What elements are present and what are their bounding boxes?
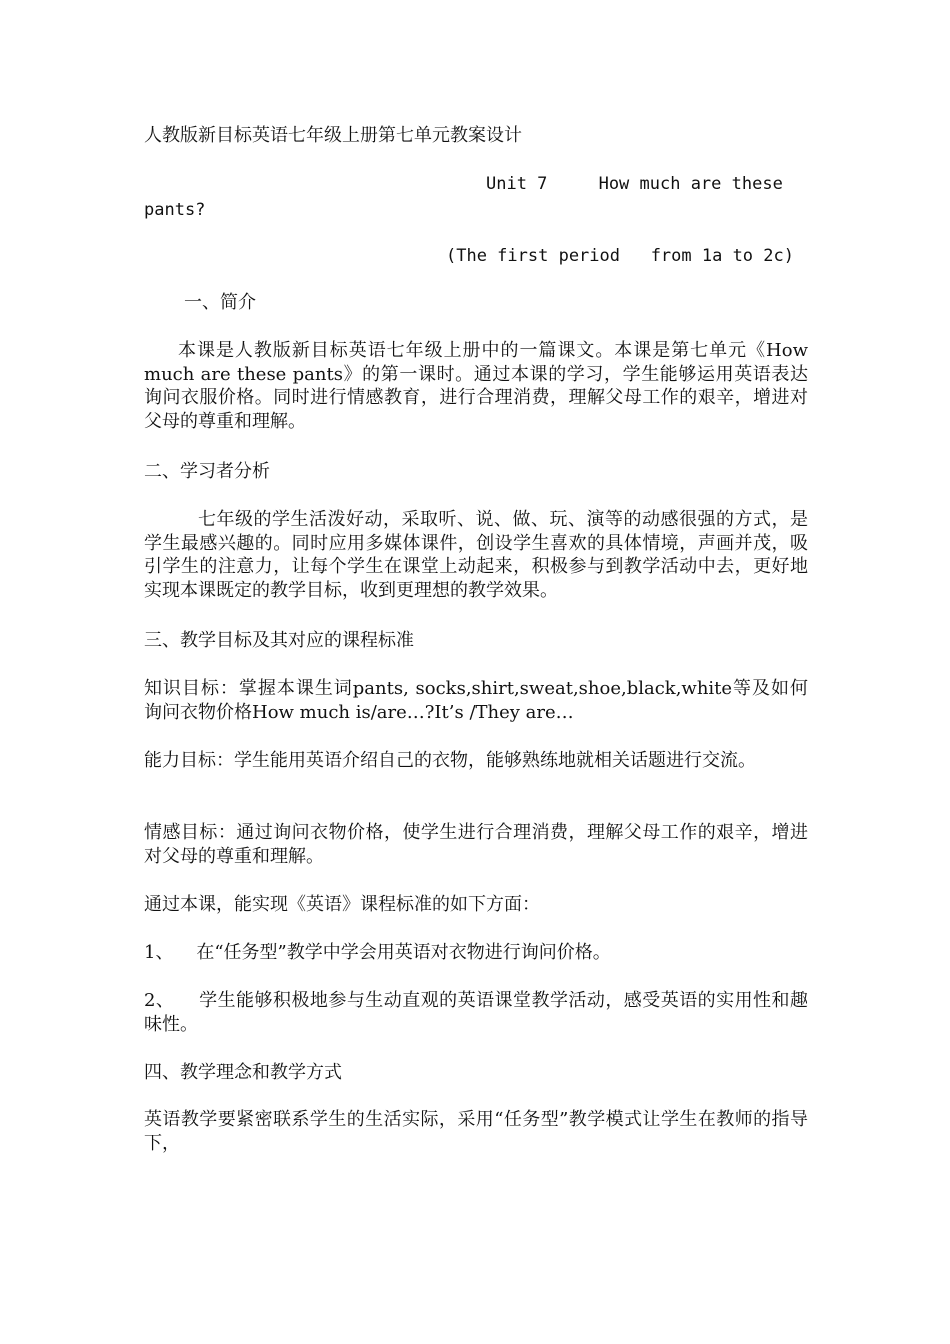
section-2-body: 七年级的学生活泼好动，采取听、说、做、玩、演等的动感很强的方式，是学生最感兴趣的。同时应用多媒体课件，创设学生喜欢的具体情境，声画并茂，吸引学生的注意力，让每个学生在课堂上动起来，积极参与到教学活动中去，更好地实现本课既定的教学目标，收到更理想的教学效果。 (144, 509, 808, 601)
standard-item-1: 1、 在“任务型”教学中学会用英语对衣物进行询问价格。 (144, 942, 611, 963)
section-4-body: 英语教学要紧密联系学生的生活实际，采用“任务型”教学模式让学生在教师的指导下， (144, 1109, 808, 1154)
section-2-heading: 二、学习者分析 (144, 461, 270, 482)
period-line: (The first period from 1a to 2c) (446, 246, 794, 266)
section-4-heading: 四、教学理念和教学方式 (144, 1062, 342, 1083)
unit-title-line-2: pants? (144, 200, 206, 220)
document-title: 人教版新目标英语七年级上册第七单元教案设计 (144, 125, 522, 146)
section-1-body: 本课是人教版新目标英语七年级上册中的一篇课文。本课是第七单元《How much are these pants》的第一课时。通过本课的学习，学生能够运用英语表达询问衣服价格。同时进行情感教育，进行合理消费，理解父母工作的艰辛，增进对父母的尊重和理解。 (144, 340, 808, 432)
standards-intro: 通过本课，能实现《英语》课程标准的如下方面： (144, 894, 540, 915)
emotion-goal: 情感目标：通过询问衣物价格，使学生进行合理消费，理解父母工作的艰辛，增进对父母的尊重和理解。 (144, 822, 808, 867)
section-1-heading: 一、简介 (184, 292, 256, 313)
knowledge-goal: 知识目标：掌握本课生词pants, socks,shirt,sweat,shoe,black,white等及如何询问衣物价格How much is/are…?It’s /They are… (144, 678, 808, 723)
ability-goal: 能力目标：学生能用英语介绍自己的衣物，能够熟练地就相关话题进行交流。 (144, 750, 756, 771)
standard-item-2: 2、 学生能够积极地参与生动直观的英语课堂教学活动，感受英语的实用性和趣味性。 (144, 990, 808, 1035)
section-3-heading: 三、教学目标及其对应的课程标准 (144, 630, 414, 651)
unit-title-line-1: Unit 7 How much are these (486, 174, 783, 194)
